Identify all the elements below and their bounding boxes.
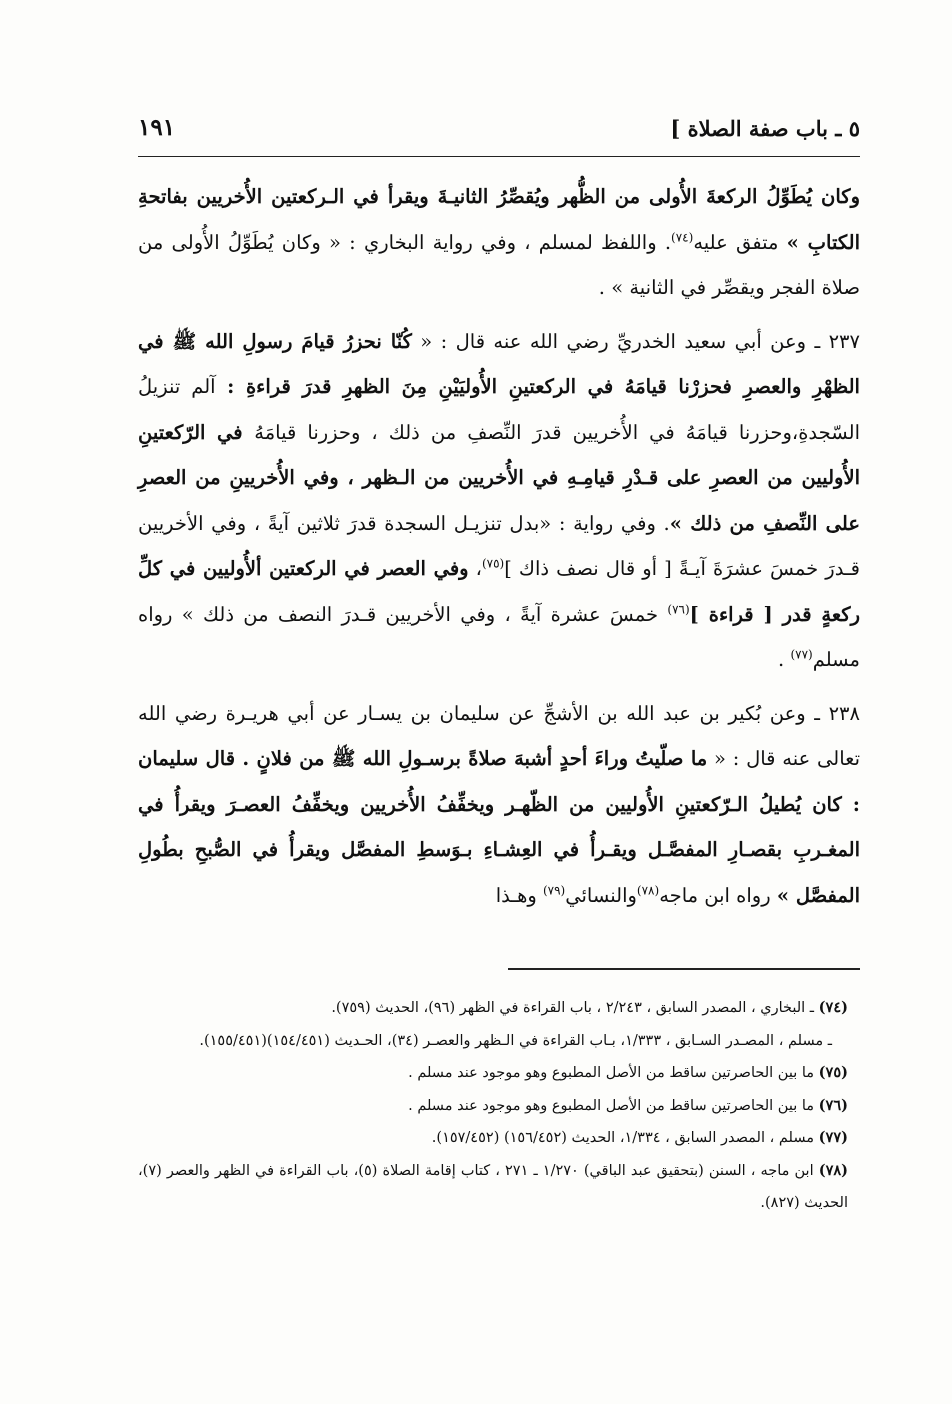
hadith-238 bbox=[138, 691, 860, 919]
hadith-text: وفي العصر في الركعتين ألأُوليين في كلِّ ركعةٍ قدر [ قراءة ] bbox=[138, 557, 860, 626]
hadith-text: كُنّا نحزرُ قيامَ رسولِ الله ﷺ في الظهْرِ والعصرِ فحزرْنا قيامَهُ في الركعتينِ الأُوليَيْنِ مِنَ الظهرِ قدرَ قراءةِ : bbox=[138, 329, 860, 398]
hadith-text: في الرّكعتينِ الأُوليين من العصرِ على قـدْرِ قيامِـهِ في الأُخريين من الـظهر ، وفي الأُخريينِ من العصرِ على النِّصفِ من ذلك » bbox=[138, 420, 861, 535]
main-text bbox=[138, 174, 860, 918]
footnote-78 bbox=[138, 1155, 860, 1220]
footnote-ref[interactable]: (٧٥) bbox=[481, 556, 505, 571]
narration-note: والنسائي bbox=[565, 883, 637, 907]
hadith-237 bbox=[138, 319, 860, 683]
narration-note: خمسَ عشرة آيةً ، وفي الأخريين قـدرَ النصف من ذلك » رواه مسلم bbox=[138, 602, 860, 671]
footnote-text: ابن ماجه ، السنن (بتحقيق عبد الباقي) ١/٢٧٠ ـ ٢٧١ ، كتاب إقامة الصلاة (٥)، باب القراءة في الظهر والعصر (٧)، الحديث (٨٢٧). bbox=[138, 1162, 848, 1211]
footnote-ref[interactable]: (٧٤) bbox=[671, 230, 694, 244]
footnote-marker: (٧٤) bbox=[818, 999, 848, 1016]
narration-note: متفق عليه bbox=[693, 230, 787, 254]
footnote-text: ـ البخاري ، المصدر السابق ، ٢/٢٤٣ ، باب القراءة في الظهر (٩٦)، الحديث (٧٥٩). bbox=[331, 1000, 819, 1016]
footnote-text: ـ مسلم ، المصـدر السـابق ، ١/٣٣٣، بـاب القراءة في الـظهر والعصـر (٣٤)، الحـديث (١٥٤/٤٥١)(١٥٥/٤٥١). bbox=[199, 1032, 832, 1049]
footnote-marker: (٧٨) bbox=[818, 1161, 849, 1179]
footnote-text: مسلم ، المصدر السابق ، ١/٣٣٤، الحديث (١٥٦/٤٥٢) (١٥٧/٤٥٢). bbox=[431, 1130, 819, 1146]
separator: . bbox=[778, 648, 791, 671]
hadith-intro: ٢٣٧ ـ وعن أبي سعيد الخدريِّ رضي الله عنه قال : « bbox=[411, 329, 860, 353]
footnote-ref[interactable]: (٧٦) bbox=[667, 602, 690, 616]
footnote-76 bbox=[138, 1090, 860, 1123]
footnote-marker: (٧٥) bbox=[818, 1064, 848, 1081]
running-header bbox=[138, 112, 860, 157]
hadith-text: وكان يُطَوِّلُ الركعةَ الأُولى من الظُّهر ويُقصِّرُ الثانيـةَ ويقرأ في الـركعتين الأُخريين بفاتحةِ الكتابِ » bbox=[138, 185, 860, 254]
footnote-text: ما بين الحاصرتين ساقط من الأصل المطبوع وهو موجود عند مسلم . bbox=[408, 1097, 819, 1114]
footnote-77 bbox=[138, 1122, 860, 1155]
separator: ، bbox=[468, 557, 482, 580]
narration-note: . واللفظ لمسلم ، وفي رواية البخاري : « وكان يُطَوِّلُ الأُولى من صلاة الفجر ويقصِّر في الثانية » . bbox=[138, 230, 860, 299]
footnote-marker: (٧٧) bbox=[818, 1129, 848, 1146]
footnote-ref[interactable]: (٧٧) bbox=[790, 647, 813, 662]
paragraph-continuation bbox=[138, 174, 860, 311]
hadith-text: ما صلّيتُ وراءَ أحدٍ أشبهَ صلاةً برسـولِ الله ﷺ من فلانٍ . قال سليمان : كان يُطيلُ الـرّكعتينِ الأُوليين من الظّهـر ويخفِّفُ الأُخريين ويخفِّفُ العصـرَ ويقرأُ في المغـربِ بقصـارِ المفصَّـل ويقـرأُ في العِشـاءِ بـوَسطِ المفصَّل ويقرأُ في الصُّبحِ بطُولِ المفصَّل » bbox=[138, 747, 860, 907]
footnote-marker: (٧٦) bbox=[818, 1096, 848, 1114]
narration-note: وهـذا bbox=[495, 883, 543, 907]
page-number: ١٩١ bbox=[138, 114, 176, 141]
footnote-divider bbox=[508, 968, 860, 970]
narration-note: . وفي رواية : «بدل تنزيـل السجدة قدرَ ثلاثين آيةً ، وفي الأخريين قـدرَ خمسَ عشرَةَ آيـةً [ أو قال نصف ذاك ] bbox=[138, 511, 860, 580]
footnote-ref[interactable]: (٧٩) bbox=[542, 883, 566, 897]
footnote-75 bbox=[138, 1057, 860, 1090]
hadith-intro: ٢٣٨ ـ وعن بُكير بن عبد الله بن الأشجِّ عن سليمان بن يسـار عن أبي هريـرة رضي الله تعالى عنه قال : « bbox=[138, 701, 861, 770]
footnote-74-continued bbox=[138, 1025, 860, 1058]
footnotes bbox=[138, 992, 860, 1220]
footnote-74 bbox=[138, 992, 860, 1025]
footnote-ref[interactable]: (٧٨) bbox=[636, 883, 660, 897]
chapter-title: ٥ ـ باب صفة الصلاة ] bbox=[670, 116, 860, 141]
narration-note: رواه ابن ماجه bbox=[659, 883, 777, 907]
hadith-text-plain: آلم تنزيلُ السّجدةِ،وحزرنا قيامَهُ في الأُخريين قدرَ النِّصفِ من ذلك ، وحزرنا قيامَهُ bbox=[138, 375, 860, 444]
footnote-text: ما بين الحاصرتين ساقط من الأصل المطبوع وهو موجود عند مسلم . bbox=[408, 1065, 819, 1081]
